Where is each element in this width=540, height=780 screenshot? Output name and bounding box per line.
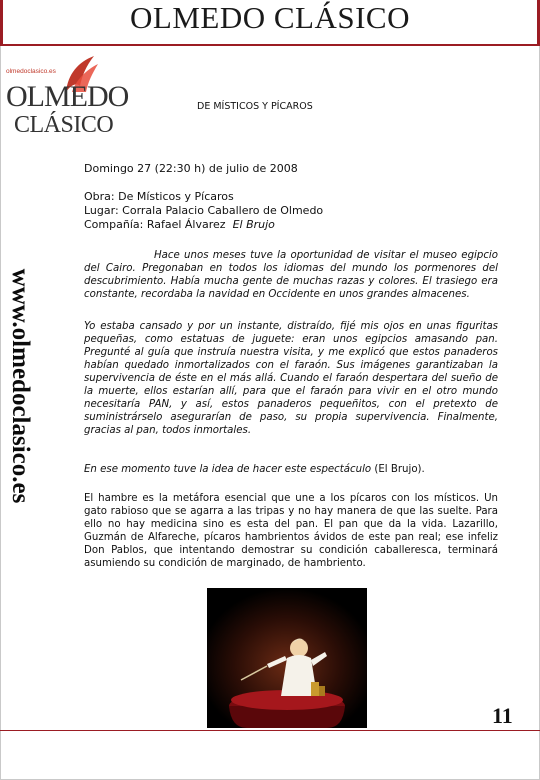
- paragraph-4: El hambre es la metáfora esencial que une a los pícaros con los místicos. Un gato rabioso que se agarra a las tripas y no hay manera de que las suelte. Para ello no hay medicina sino es esta del pan. El pan que da la vida. Lazarillo, Guzmán de Alfareche, pícaros hambrientos ávidos de este pan real; ese infeliz Don Pablos, que intentando demostrar su condición caballeresca, terminará asumiendo su condición de marginado, de hambriento.: [84, 493, 498, 569]
- paragraph-3-normal: (El Brujo).: [371, 464, 425, 475]
- header-title: OLMEDO CLÁSICO: [130, 0, 410, 35]
- info-lugar: Lugar: Corrala Palacio Caballero de Olmedo: [84, 204, 324, 217]
- header-box: [2, 0, 538, 45]
- bottom-rule: [0, 730, 540, 731]
- logo-line2: CLÁSICO: [14, 112, 114, 138]
- info-obra: Obra: De Místicos y Pícaros: [84, 190, 234, 203]
- paragraph-2: Yo estaba cansado y por un instante, distraído, fijé mis ojos en unas figuritas pequeñas, como estatuas de juguete: eran unos egipcios amasando pan. Pregunté al guía que instruía nuestra visita, y me explicó que estos panaderos habían quedado inmortalizados con el faraón. Sus imágenes garantizaban la supervivencia de éste en el más allá. Cuando el faraón despertara del sueño de la muerte, ellos estarían allí, para que el faraón para vivir en el otro mundo necesitaría PAN, y así, estos panaderos pequeñitos, con el pretexto de suministrárselo asegurarían de paso, su propia supervivencia. Finalmente, gracias al pan, todos inmortales.: [84, 321, 498, 436]
- olmedo-clasico-logo: [6, 52, 129, 138]
- paragraph-3: [84, 463, 498, 476]
- vertical-website-url[interactable]: www.olmedoclasico.es: [7, 268, 34, 504]
- page-number: 11: [492, 703, 513, 728]
- event-date: Domingo 27 (22:30 h) de julio de 2008: [84, 162, 298, 175]
- section-title: DE MÍSTICOS Y PÍCAROS: [197, 101, 313, 112]
- info-compania: [84, 218, 323, 232]
- paragraph-3-italic: En ese momento tuve la idea de hacer este espectáculo: [84, 464, 372, 475]
- info-compania-alias: El Brujo: [232, 218, 275, 231]
- info-compania-label: Compañía: Rafael Álvarez: [84, 218, 226, 231]
- logo-url-text: olmedoclasico.es: [6, 68, 56, 75]
- event-info: [84, 190, 323, 232]
- stage-photo: [207, 588, 367, 728]
- logo-line1: OLMEDO: [6, 80, 129, 113]
- paragraph-1: Hace unos meses tuve la oportunidad de visitar el museo egipcio del Cairo. Pregonaban en todos los idiomas del mundo los pormenores del descubrimiento. Había mucha gente de muchas razas y colores. El trasiego era constante, recordaba la navidad en Occidente en unos grandes almacenes.: [84, 250, 498, 300]
- logo-graphic: [6, 52, 129, 138]
